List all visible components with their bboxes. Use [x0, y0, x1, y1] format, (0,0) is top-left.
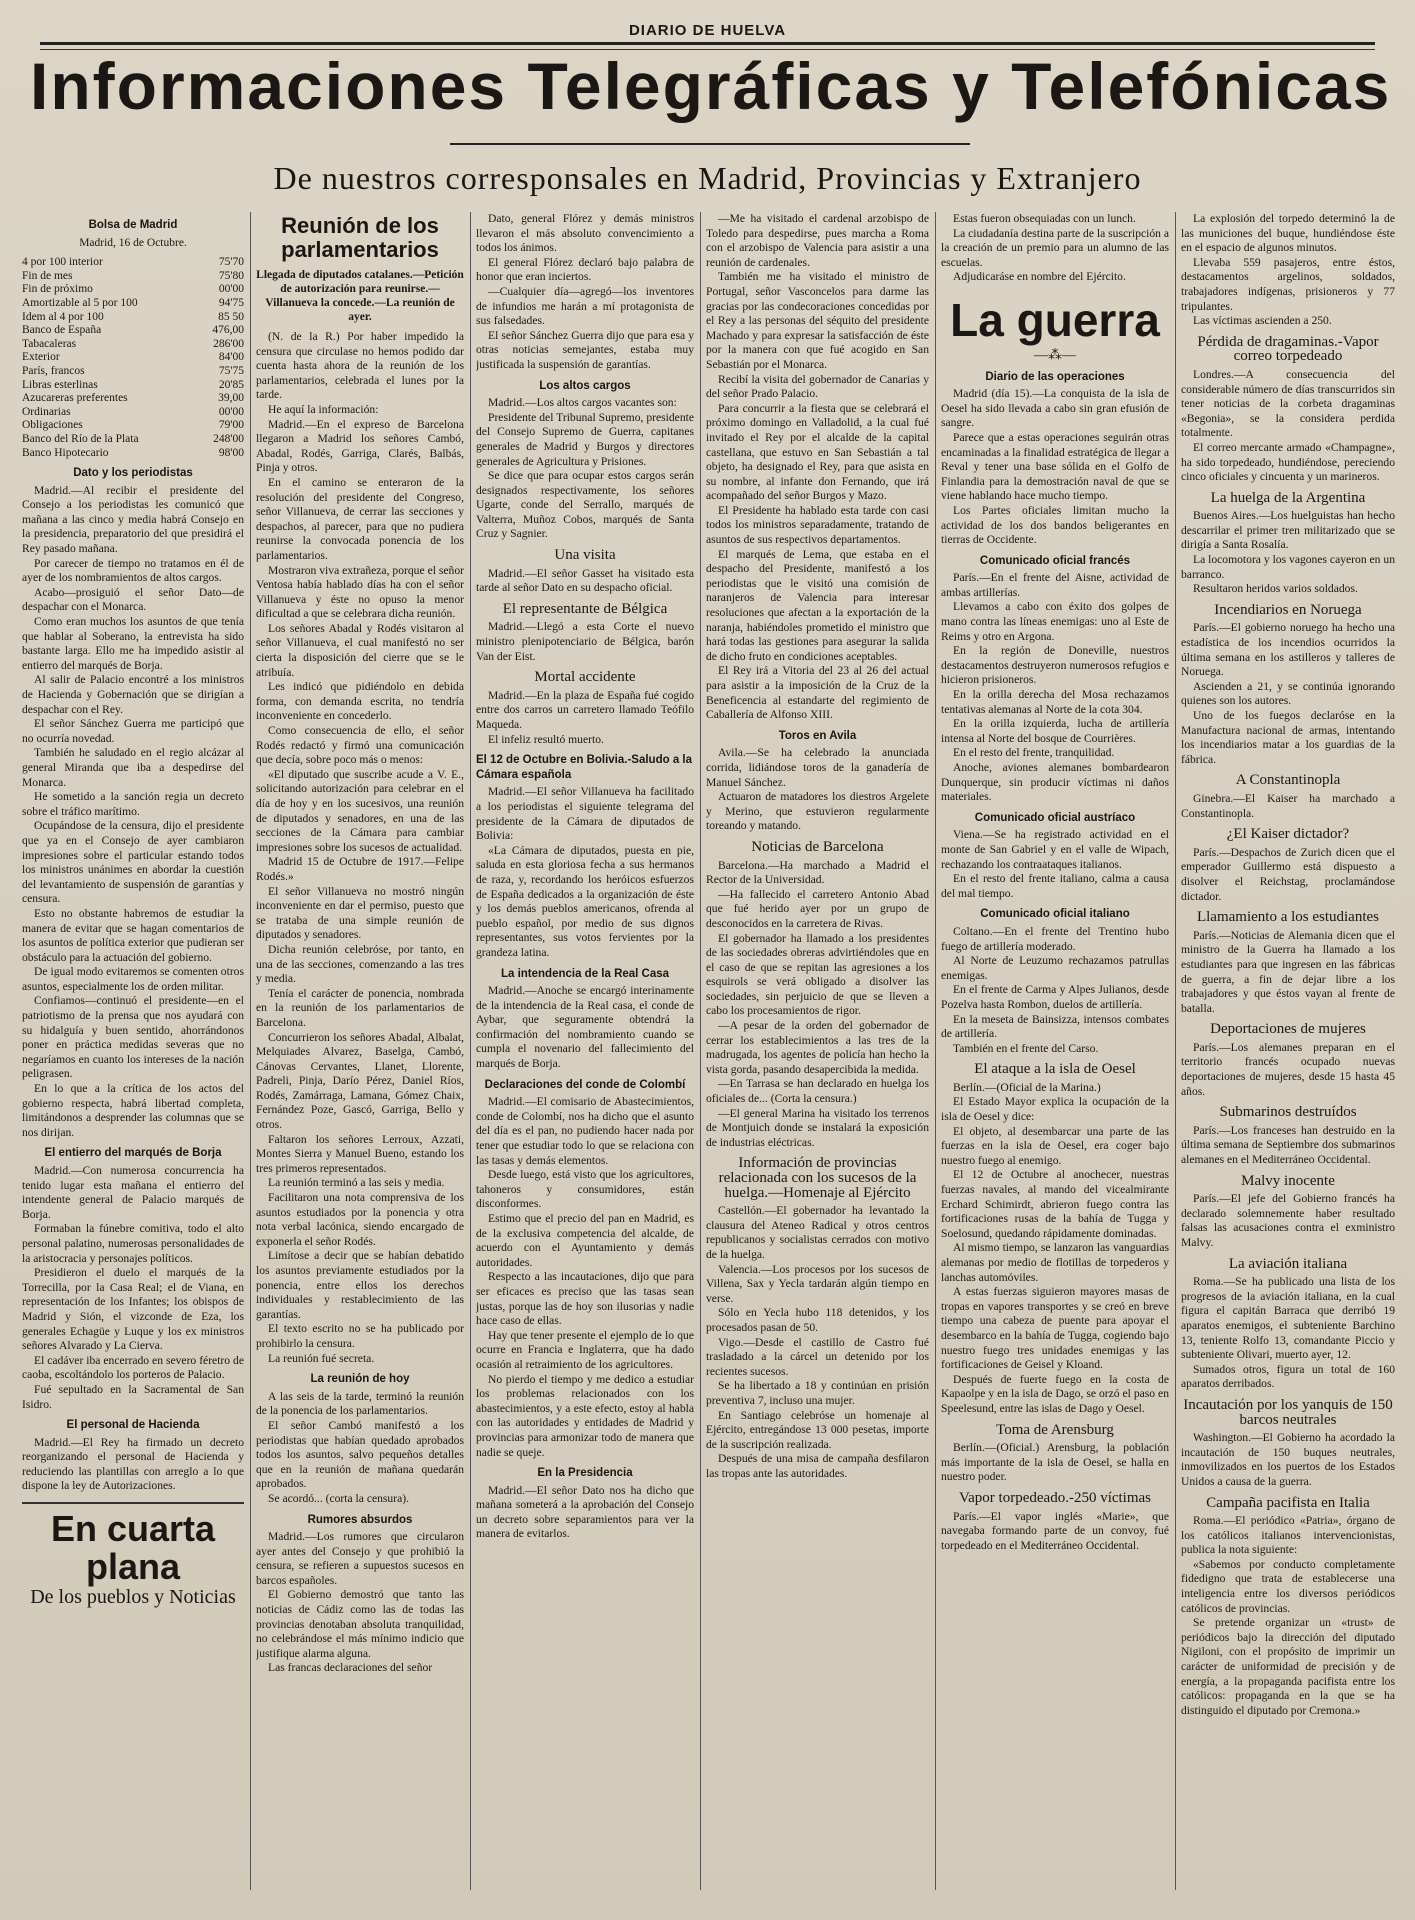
subheadline: De nuestros corresponsales en Madrid, Provincias y Extranjero	[273, 160, 1142, 196]
article-paragraph: —Ha fallecido el carretero Antonio Abad que fué herido ayer por un grupo de desconocidos en la carretera de Rivas.	[706, 887, 929, 930]
section-heading: La aviación italiana	[1228, 1255, 1348, 1272]
article-subheadline: Llegada de diputados catalanes.—Petición de autorización para reunirse.—Villanueva la concede.—La reunión de ayer.	[256, 269, 464, 323]
article-paragraph: París.—Noticias de Alemania dicen que el ministro de la Guerra ha llamado a los estudiantes para que ingresen en las fábricas de guerra, a fin de dejar libre a los trabajadores y que éstos vayan al frente de batalla.	[1181, 928, 1395, 1015]
stock-value: 39,00	[218, 392, 244, 405]
stock-row	[22, 256, 244, 270]
article-paragraph: París.—Despachos de Zurich dicen que el emperador Guillermo está dispuesto a disolver el Reichstag, proclamándose dictador.	[1181, 845, 1395, 903]
column-divider	[470, 212, 471, 1890]
article-paragraph: Llevaba 559 pasajeros, entre éstos, destacamentos argelinos, soldados, trabajadores indígenas, prisioneros y 77 tripulantes.	[1181, 255, 1395, 313]
article-paragraph: Al salir de Palacio encontré a los ministros de Hacienda y Gobernación que se dirigían a despachar con el Rey.	[22, 673, 244, 716]
article-paragraph: En el camino se enteraron de la resolución del presidente del Congreso, señor Villanueva, de cerrar las secciones y despachos, al parecer, para que no pudiera reunirse la convocada ponencia de los parlamentarios.	[256, 475, 464, 562]
stock-value: 75'70	[218, 256, 244, 269]
article-paragraph: En el resto del frente italiano, calma a causa del mal tiempo.	[941, 872, 1169, 900]
section-heading: Los altos cargos	[539, 379, 631, 392]
article-paragraph: Dato, general Flórez y demás ministros llevaron el más absoluto convencimiento a todos los ánimos.	[476, 212, 694, 255]
article-paragraph: En la meseta de Bainsizza, intensos combates de artillería.	[941, 1012, 1169, 1041]
article-paragraph: Les indicó que pidiéndolo en debida forma, con demanda escrita, no tendría inconveniente en concederlo.	[256, 680, 464, 723]
article-paragraph: Estimo que el precio del pan en Madrid, es de la exclusiva competencia del alcalde, de acuerdo con el Ayuntamiento y demás autoridades.	[476, 1212, 694, 1269]
article-paragraph: Madrid.—En el expreso de Barcelona llegaron a Madrid los señores Cambó, Abadal, Rodés, Garriga, Clarés, Balbás, Pinja y otros.	[256, 417, 464, 475]
article-paragraph: Llevamos a cabo con éxito dos golpes de mano contra las líneas enemigas: uno al Este de Reims y otro en Argona.	[941, 600, 1169, 643]
article-paragraph: El Gobierno demostró que tanto las noticias de Cádiz como las de todas las provincias denotaban absoluta tranquilidad, no celebrándose el más mínimo indicio que justifique alarma alguna.	[256, 1588, 464, 1660]
stock-row	[22, 406, 244, 420]
article-paragraph: Roma.—Se ha publicado una lista de los progresos de la aviación italiana, en la cual figura el capitán Barraca que derribó 19 aparatos enemigos, el subteniente Barchino 13, teniente Rolfo 13, comandante Piccio y subteniente Olivari, muerto ayer, 12.	[1181, 1275, 1395, 1362]
article-paragraph: En la región de Doneville, nuestros destacamentos destruyeron numerosos refugios e hicieron prisioneros.	[941, 644, 1169, 687]
stock-value: 00'00	[218, 405, 244, 418]
article-paragraph: Uno de los fuegos declaróse en la Manufactura nacional de armas, intentando los incendiarios matar a los guardias de la fábrica.	[1181, 709, 1395, 766]
article-paragraph: Adjudicaráse en nombre del Ejército.	[953, 270, 1126, 284]
section-heading: La huelga de la Argentina	[1210, 489, 1366, 506]
section-heading: A Constantinopla	[1235, 772, 1341, 789]
stock-row	[22, 283, 244, 297]
pueblos-heading: De los pueblos y Noticias	[30, 1586, 236, 1609]
stock-row	[22, 379, 244, 393]
stock-name: 4 por 100 interior	[22, 256, 103, 269]
stock-row	[22, 392, 244, 406]
la-guerra-headline: La guerra	[950, 293, 1160, 346]
article-paragraph: Berlín.—(Oficial de la Marina.)	[953, 1080, 1101, 1094]
article-paragraph: De igual modo evitaremos se comenten otros asuntos, especialmente los de orden militar.	[22, 965, 244, 993]
section-heading: El entierro del marqués de Borja	[44, 1147, 222, 1160]
article-paragraph: Presidieron el duelo el marqués de la Torrecilla, por la Casa Real; el de Viana, en representación de los Infantes; los obispos de Madrid y Sión, el vizconde de Eza, los generales Echagüe y Luque y los ex ministros señores Alvarado y La Cierva.	[22, 1266, 244, 1353]
article-paragraph: Desde luego, está visto que los agricultores, tahoneros y consumidores, están disconformes.	[476, 1168, 694, 1211]
article-paragraph: En Santiago celebróse un homenaje al Ejército, entregándose 13 000 pesetas, importe de la suscripción realizada.	[706, 1408, 929, 1451]
section-heading: El 12 de Octubre en Bolivia.-Saludo a la Cámara española	[476, 754, 693, 781]
article-paragraph: Se acordó... (corta la censura).	[268, 1491, 409, 1505]
article-paragraph: Madrid.—El comisario de Abastecimientos, conde de Colombí, nos ha dicho que el asunto del día es el pan, no pudiendo hacer nada por tener que estudiar todo lo que se relaciona con las tasas y demás elementos.	[476, 1095, 694, 1167]
stock-name: Idem al 4 por 100	[22, 310, 104, 323]
section-heading: Noticias de Barcelona	[751, 838, 884, 855]
stock-row	[22, 433, 244, 447]
stock-name: Amortizable al 5 por 100	[22, 296, 138, 309]
article-paragraph: «La Cámara de diputados, puesta en pie, saluda en esta gloriosa fecha a sus hermanos de raza, y, recordando los heróicos esfuerzos de España dedicados a la organización de éste y los demás pueblos americanos, ofrenda al pueblo español, por medio de sus dignos representantes, sus votos fervientes por la grandeza latina.	[476, 843, 694, 959]
article-paragraph: El señor Cambó manifestó a los periodistas que habían quedado aprobados todos los asuntos, salvo pequeños detalles que en la reunión de mañana quedarán aprobados.	[256, 1418, 464, 1491]
column-divider	[700, 212, 701, 1890]
article-paragraph: Madrid.—Con numerosa concurrencia ha tenido lugar esta mañana el entierro del intendente general de Palacio marqués de Borja.	[22, 1164, 244, 1221]
article-paragraph: También me ha visitado el ministro de Portugal, señor Vasconcelos para darme las gracias por las condecoraciones concedidas por el Rey a las personas del séquito del presidente Machado y para expresar la satisfacción de éste por la manera con que fué acogido en San Sebastián por el Monarca.	[706, 270, 929, 371]
column-2	[256, 212, 464, 1900]
article-paragraph: Valencia.—Los procesos por los sucesos de Villena, Sax y Yecla tardarán algún tiempo en verse.	[706, 1262, 929, 1305]
article-paragraph: A estas fuerzas siguieron mayores masas de tropas en vapores transportes y se creó en breve tiempo una cabeza de puente para apoyar el desembarco en la bahía de Tugga, cogiendo bajo nuestro fuego tres unidades enemigas y las fortificaciones de Geisel y Kloand.	[941, 1285, 1169, 1372]
article-paragraph: La reunión terminó a las seis y media.	[268, 1176, 445, 1190]
column-6	[1181, 212, 1395, 1900]
stock-value: 20'85	[218, 378, 244, 391]
section-heading: En la Presidencia	[537, 1467, 633, 1480]
article-paragraph: El marqués de Lema, que estaba en el despacho del Presidente, manifestó a los periodistas que le visitó una comisión de naranjeros de Valencia para interesar resoluciones que afectan a la exportación de la naranja, habiéndoles prometido el ministro que hará todas las gestiones para asegurar la salida de dicho fruto en condiciones aceptables.	[706, 547, 929, 663]
section-heading: Vapor torpedeado.-250 víctimas	[958, 1489, 1152, 1506]
stock-name: Fin de mes	[22, 269, 73, 282]
article-paragraph: Fué sepultado en la Sacramental de San Isidro.	[22, 1382, 244, 1411]
article-paragraph: Coltano.—En el frente del Trentino hubo fuego de artillería moderado.	[941, 924, 1169, 953]
article-paragraph: El señor Sánchez Guerra dijo que para esa y otras noticias semejantes, estaba muy justificada la suspensión de garantías.	[476, 328, 694, 371]
dateline: Madrid, 16 de Octubre.	[79, 236, 187, 249]
article-paragraph: Actuaron de matadores los diestros Argelete y Merino, que estuvieron regularmente toreando y matando.	[706, 790, 929, 833]
article-paragraph: El Rey irá a Vitoria del 23 al 26 del actual para asistir a la imposición de la Cruz de la Beneficencia al estandarte del regimiento de Caballería de Alfonso XIII.	[706, 664, 929, 722]
article-paragraph: Como eran muchos los asuntos de que tenía que hablar al Soberano, la entrevista ha sido bastante larga. Ello me ha impedido asistir al entierro del marqués de Borja.	[22, 615, 244, 672]
stock-value: 85 50	[218, 310, 244, 323]
article-paragraph: Madrid.—El señor Villanueva ha facilitado a los periodistas el siguiente telegrama del presidente de la Cámara de diputados de Bolivia:	[476, 785, 694, 843]
article-paragraph: En la orilla derecha del Mosa rechazamos tentativas alemanas al Norte de la cota 304.	[941, 688, 1169, 716]
stock-row	[22, 297, 244, 311]
article-paragraph: París.—El gobierno noruego ha hecho una estadística de los incendios ocurridos la última semana en los astilleros y talleres de Noruega.	[1181, 621, 1395, 679]
article-paragraph: En el resto del frente, tranquilidad.	[953, 746, 1115, 760]
section-heading: El ataque a la isla de Oesel	[974, 1061, 1136, 1078]
article-paragraph: La locomotora y los vagones cayeron en un barranco.	[1181, 553, 1395, 581]
article-headline: Reunión de los parlamentarios	[281, 213, 439, 262]
stock-value: 84'00	[218, 351, 244, 364]
article-paragraph: —En Tarrasa se han declarado en huelga los oficiales de... (Corta la censura.)	[706, 1077, 929, 1106]
stock-value: 248'00	[213, 432, 244, 445]
article-paragraph: «El diputado que suscribe acude a V. E., solicitando autorización para celebrar en el día de hoy y en los sucesivos, una reunión de diputados y senadores, en una de las secciones de la Cámara para cambiar impresiones sobre los sucesos de actualidad.	[256, 767, 464, 854]
article-paragraph: Limítose a decir que se habían debatido los asuntos previamente estudiados por la ponencia, entre ellos los derechos individuales y restablecimiento de las garantías.	[256, 1249, 464, 1321]
article-paragraph: En lo que a la crítica de los actos del gobierno respecta, habrá libertad completa, limitándonos a desprender las columnas que se nos dirijan.	[22, 1082, 244, 1139]
stock-name: Libras esterlinas	[22, 378, 98, 391]
stock-name: Obligaciones	[22, 419, 83, 432]
stock-value: 75'75	[218, 364, 244, 377]
section-heading: La reunión de hoy	[310, 1373, 410, 1386]
article-paragraph: He aquí la información:	[268, 402, 379, 416]
article-paragraph: La explosión del torpedo determinó la de las municiones del buque, hundiéndose éste en el espacio de algunos minutos.	[1181, 212, 1395, 255]
article-paragraph: El Presidente ha hablado esta tarde con casi todos los ministros separadamente, tratando de asuntos de sus respectivos departamentos.	[706, 503, 929, 547]
article-paragraph: (N. de la R.) Por haber impedido la censura que circulase no hemos podido dar cuenta hasta ahora de la reunión de los parlamentarios, celebrada el lunes por la tarde.	[256, 330, 464, 402]
stock-value: 00'00	[218, 283, 244, 296]
stock-row	[22, 365, 244, 379]
stock-value: 98'00	[218, 446, 244, 459]
article-paragraph: El texto escrito no se ha publicado por prohibirlo la censura.	[256, 1322, 464, 1350]
article-paragraph: —Me ha visitado el cardenal arzobispo de Toledo para despedirse, pues marcha a Roma con el arzobispo de Valencia para asistir a una reunión de cardenales.	[706, 212, 929, 269]
article-paragraph: Las víctimas ascienden a 250.	[1193, 314, 1332, 328]
section-heading: Mortal accidente	[534, 669, 636, 686]
article-paragraph: Estas fueron obsequiadas con un lunch.	[953, 212, 1136, 225]
article-paragraph: —Cualquier día—agregó—los inventores de infundios me harán a mí protagonista de sus falsedades.	[476, 284, 694, 328]
article-paragraph: Se pretende organizar un «trust» de periódicos bajo la dirección del diputado Nigiloni, con el propósito de imprimir un carácter de uniformidad de precisión y de energía, a la propaganda pacifista entre los católicos: propaganda en la que se ha distinguido el diputado por Cremona.»	[1181, 1616, 1395, 1717]
stock-value: 79'00	[218, 419, 244, 432]
article-paragraph: El objeto, al desembarcar una parte de las fuerzas en la isla de Oesel, era coger bajo nuestro fuego al enemigo.	[941, 1124, 1169, 1167]
article-paragraph: Faltaron los señores Lerroux, Azzati, Montes Sierra y Manuel Bueno, estando los tres primeros representados.	[256, 1132, 464, 1175]
stock-name: Fin de próximo	[22, 283, 93, 296]
section-heading: Dato y los periodistas	[73, 467, 193, 480]
article-paragraph: Washington.—El Gobierno ha acordado la incautación de 150 buques neutrales, inmovilizados en los puertos de los Estados Unidos a causa de la guerra.	[1181, 1431, 1395, 1488]
article-paragraph: No pierdo el tiempo y me dedico a estudiar los problemas relacionados con los abastecimientos, y a este efecto, estoy al habla con las autoridades y entidades de Madrid y provincias para armonizar todo de manera que nadie se queje.	[476, 1372, 694, 1459]
article-paragraph: También en el frente del Carso.	[953, 1041, 1099, 1055]
article-paragraph: Como consecuencia de ello, el señor Rodés redactó y firmó una comunicación que decía, sobre poco más o menos:	[256, 724, 464, 767]
stock-name: Exterior	[22, 351, 60, 364]
article-paragraph: Después de una misa de campaña desfilaron las tropas ante las autoridades.	[706, 1452, 929, 1480]
section-heading: Una visita	[554, 547, 616, 564]
masthead-title: Informaciones Telegráficas y Telefónicas	[30, 49, 1392, 123]
section-heading: El personal de Hacienda	[66, 1419, 200, 1432]
stock-value: 286'00	[213, 337, 244, 350]
stock-name: Tabacaleras	[22, 337, 77, 350]
article-paragraph: Confiamos—continuó el presidente—en el patriotismo de la prensa que nos ayudará con su hidalguía y buen sentido, ahorrándonos poner en práctica medidas severas que no negaríamos en cuanto los intereses de la nación peligrasen.	[22, 994, 244, 1081]
article-paragraph: Madrid 15 de Octubre de 1917.—Felipe Rodés.»	[256, 855, 464, 883]
article-paragraph: París.—Los franceses han destruido en la última semana de Septiembre dos submarinos alemanes en el Mediterráneo Occidental.	[1181, 1123, 1395, 1167]
article-paragraph: Se ha libertado a 18 y continúan en prisión preventiva 7, incluso una mujer.	[706, 1379, 929, 1407]
article-paragraph: Los señores Abadal y Rodés visitaron al señor Villanueva, el cual manifestó no ser cierta la disposición del cierre que se le atribuía.	[256, 621, 464, 679]
stock-value: 94'75	[218, 296, 244, 309]
article-paragraph: París.—En el frente del Aisne, actividad de ambas artillerías.	[941, 571, 1169, 599]
article-paragraph: En el frente de Carma y Alpes Julianos, desde Pozelva hasta Rombon, duelos de artillería.	[941, 983, 1169, 1011]
article-paragraph: Viena.—Se ha registrado actividad en el monte de San Gabriel y en el valle de Wipach, rechazando los contraataques italianos.	[941, 828, 1169, 871]
article-paragraph: Castellón.—El gobernador ha levantado la clausura del Ateneo Radical y otros centros republicanos y socialistas cerrados con motivo de la huelga.	[706, 1204, 929, 1261]
article-paragraph: Concurrieron los señores Abadal, Albalat, Melquiades Alvarez, Baselga, Cambó, Cánovas Cervantes, Llanet, Llorente, Padreli, Pinja, Darío Pérez, Daniel Ríos, Rodés, Zamárraga, Lamana, Gómez Chaix, Fernández Poze, Gascó, Garriga, Bello y otros.	[256, 1030, 464, 1132]
article-paragraph: El infeliz resultó muerto.	[488, 732, 604, 746]
article-paragraph: París.—El vapor inglés «Marie», que navegaba formando parte de un convoy, fué torpedeado en el Mediterráneo Occidental.	[941, 1509, 1169, 1552]
header-rule	[40, 42, 1375, 45]
stock-table	[22, 256, 244, 460]
article-paragraph: Madrid.—El señor Gasset ha visitado esta tarde al señor Dato en su despacho oficial.	[476, 566, 694, 595]
article-paragraph: Hay que tener presente el ejemplo de lo que ocurre en Francia e Inglaterra, que ha dado ocasión al retraimiento de los agricultores.	[476, 1328, 694, 1371]
article-paragraph: En la orilla izquierda, lucha de artillería intensa al Norte del bosque de Courrières.	[941, 717, 1169, 745]
article-paragraph: El cadáver iba encerrado en severo féretro de caoba, escoltándolo los porteros de Palacio.	[22, 1353, 244, 1382]
article-paragraph: París.—El jefe del Gobierno francés ha declarado solemnemente haber resultado falsas las acusaciones contra el exministro Malvy.	[1181, 1192, 1395, 1249]
article-paragraph: Madrid.—Los rumores que circularon ayer antes del Consejo y que prohibió la censura, se refieren a supuestos sucesos en barcos españoles.	[256, 1530, 464, 1587]
article-paragraph: El 12 de Octubre al anochecer, nuestras fuerzas navales, al mando del vicealmirante Erchard Schimirdt, abrieron fuego contra las fortificaciones rusas de la bahía de Tugga y Soelosund, quedando rápidamente dominadas.	[941, 1168, 1169, 1240]
article-paragraph: Berlín.—(Oficial.) Arensburg, la población más importante de la isla de Oesel, se halla en nuestro poder.	[941, 1441, 1169, 1484]
article-paragraph: Madrid.—Los altos cargos vacantes son:	[488, 396, 677, 410]
stock-row	[22, 270, 244, 284]
article-paragraph: Madrid.—Anoche se encargó interinamente de la intendencia de la Real casa, el conde de Aybar, que seguramente obtendrá la confirmación del nombramiento cuando se cumpla el novenario del fallecimiento del marqués de Borja.	[476, 984, 694, 1071]
article-paragraph: —A pesar de la orden del gobernador de cerrar los establecimientos a las tres de la madrugada, los agentes de policía han hecho la vista gorda, pasando desapercibida la medida.	[706, 1019, 929, 1076]
section-heading: Submarinos destruídos	[1219, 1104, 1357, 1121]
article-paragraph: Ocupándose de la censura, dijo el presidente que ya en el Consejo de ayer cambiaron impresiones sobre el particular estando todos los ministros unánimes en abordar la cuestión del levantamiento de suspensión de garantías y censura.	[22, 819, 244, 906]
column-divider	[250, 212, 251, 1890]
article-paragraph: Avila.—Se ha celebrado la anunciada corrida, lidiándose toros de la ganadería de Manuel Sánchez.	[706, 746, 929, 789]
section-heading: Pérdida de dragaminas.-Vapor correo torpedeado	[1197, 333, 1379, 365]
article-paragraph: Para concurrir a la fiesta que se celebrará el próximo domingo en Valladolid, a la cual fué invitado el Rey por el alcalde de la capital castellana, que estuvo en San Sebastián a tal objeto, ha designado el Rey, para que asista en su nombre, al infante don Fernando, que irá acompañado del señor Burgos y Mazo.	[706, 401, 929, 503]
divider	[22, 1502, 244, 1504]
column-5	[941, 212, 1169, 1900]
section-heading: El representante de Bélgica	[502, 600, 668, 617]
stock-name: Ordinarias	[22, 405, 71, 418]
article-paragraph: Madrid.—En la plaza de España fué cogido entre dos carros un carretero llamado Teófilo Maqueda.	[476, 688, 694, 731]
article-paragraph: Al Norte de Leuzumo rechazamos patrullas enemigas.	[941, 954, 1169, 982]
article-paragraph: También he saludado en el regio alcázar al general Miranda que iba a despedirse del Monarca.	[22, 746, 244, 789]
section-heading: Comunicado oficial austríaco	[974, 811, 1136, 824]
article-paragraph: Madrid.—El señor Dato nos ha dicho que mañana someterá a la aprobación del Consejo un decreto sobre separamientos para ver la manera de evitarlos.	[476, 1483, 694, 1541]
article-paragraph: El gobernador ha llamado a los presidentes de las sociedades obreras advirtiéndoles que en el caso de que se repitan las agresiones a los esquirols se verá obligado a disolver las sociedades, sin perjuicio de que se lleven a cabo los procesamientos de rigor.	[706, 931, 929, 1018]
stock-name: París, francos	[22, 364, 85, 377]
section-heading: Bolsa de Madrid	[88, 219, 178, 231]
cuarta-plana-heading: En cuarta plana	[50, 1508, 216, 1588]
article-paragraph: Recibí la visita del gobernador de Canarias y del señor Prado Palacio.	[706, 372, 929, 401]
section-heading: Declaraciones del conde de Colombí	[484, 1078, 686, 1091]
stock-value: 75'80	[218, 269, 244, 282]
article-paragraph: El general Flórez declaró bajo palabra de honor que eran inciertos.	[476, 255, 694, 284]
article-paragraph: Ginebra.—El Kaiser ha marchado a Constantinopla.	[1181, 791, 1395, 820]
column-4	[706, 212, 929, 1900]
column-divider	[935, 212, 936, 1890]
article-paragraph: La reunión fué secreta.	[268, 1351, 375, 1365]
masthead-rule	[450, 143, 970, 145]
article-paragraph: Londres.—A consecuencia del considerable número de días transcurridos sin tener noticias de la corbeta dragaminas «Begonia», se la considera perdida totalmente.	[1181, 367, 1395, 440]
article-paragraph: Formaban la fúnebre comitiva, todo el alto personal palatino, numerosas personalidades de la aristocracia y personajes políticos.	[22, 1222, 244, 1265]
stock-row	[22, 324, 244, 338]
section-heading: Incautación por los yanquis de 150 barcos neutrales	[1183, 1396, 1393, 1428]
stock-row	[22, 338, 244, 352]
article-paragraph: Barcelona.—Ha marchado a Madrid el Rector de la Universidad.	[706, 858, 929, 887]
article-paragraph: El correo mercante armado «Champagne», ha sido torpedeado, hundiéndose, pereciendo cinco oficiales y cincuenta y un marineros.	[1181, 440, 1395, 484]
ornament-icon: ―⁂―	[1034, 347, 1076, 363]
section-heading: Información de provincias relacionada con los sucesos de la huelga.—Homenaje al Ejército	[718, 1155, 917, 1201]
column-1	[22, 212, 244, 1900]
article-paragraph: Dicha reunión celebróse, por tanto, en una de las secciones, comenzando a las tres y media.	[256, 942, 464, 986]
section-heading: Malvy inocente	[1241, 1172, 1335, 1189]
article-paragraph: Facilitaron una nota comprensiva de los asuntos estudiados por la ponencia y otra nota verbal lacónica, siendo encargado de exponerla el señor Rodés.	[256, 1191, 464, 1248]
article-paragraph: Mostraron viva extrañeza, porque el señor Ventosa había hablado días ha con el señor Villanueva y éste no opuso la menor dificultad a que se celebrara dicha reunión.	[256, 563, 464, 621]
article-paragraph: Esto no obstante habremos de estudiar la manera de evitar que se hagan comentarios de los asuntos de política exterior que pudieran ser obstáculo para la actuación del gobierno.	[22, 906, 244, 964]
article-paragraph: Se dice que para ocupar estos cargos serán designados respectivamente, los señores Ugarte, conde del Serrallo, marqués de Valterra, Muñoz Cobos, marqués de Santa Cruz y Sagnier.	[476, 469, 694, 541]
article-paragraph: El Estado Mayor explica la ocupación de la isla de Oesel y dice:	[941, 1095, 1169, 1124]
article-paragraph: Sumados otros, figura un total de 160 aparatos derribados.	[1181, 1362, 1395, 1391]
column-3	[476, 212, 694, 1900]
article-paragraph: Roma.—El periódico «Patria», órgano de los católicos italianos intervencionistas, publica la nota siguiente:	[1181, 1514, 1395, 1557]
article-paragraph: Madrid.—El Rey ha firmado un decreto reorganizando el personal de Hacienda y reduciendo las plantillas con arreglo a lo que dispone la ley de Autorizaciones.	[22, 1435, 244, 1493]
stock-name: Banco Hipotecario	[22, 446, 109, 459]
stock-row	[22, 311, 244, 325]
stock-row	[22, 419, 244, 433]
section-heading: Toros en Avila	[778, 729, 857, 742]
article-paragraph: Por carecer de tiempo no tratamos en él de ayer de los nombramientos de altos cargos.	[22, 556, 244, 585]
article-paragraph: Madrid.—Llegó a esta Corte el nuevo ministro plenipotenciario de Bélgica, barón Van der Eist.	[476, 620, 694, 663]
section-heading: Comunicado oficial italiano	[980, 908, 1130, 921]
section-heading: Incendiarios en Noruega	[1214, 601, 1362, 618]
article-paragraph: Respecto a las incautaciones, dijo que para ser eficaces es preciso que las tasas sean justas, porque las de hoy son ilusorias y nadie hace caso de ellas.	[476, 1270, 694, 1328]
section-heading: Toma de Arensburg	[996, 1421, 1114, 1438]
article-paragraph: Acabo—prosiguió el señor Dato—de despachar con el Monarca.	[22, 585, 244, 614]
article-paragraph: Tenía el carácter de ponencia, nombrada en la reunión de los parlamentarios de Barcelona.	[256, 986, 464, 1029]
stock-name: Azucareras preferentes	[22, 392, 128, 405]
section-heading: ¿El Kaiser dictador?	[1226, 826, 1350, 843]
article-paragraph: París.—Los alemanes preparan en el territorio francés ocupado nuevas deportaciones de mujeres, desde 15 hasta 45 años.	[1181, 1040, 1395, 1098]
section-heading: Diario de las operaciones	[985, 370, 1125, 383]
article-paragraph: Madrid.—Al recibir el presidente del Consejo a los periodistas les comunicó que mañana a las cinco y media habrá Consejo en la presidencia, preparatorio del que presidirá el Rey pasado mañana.	[22, 483, 244, 556]
article-paragraph: Después de fuerte fuego en la costa de Kapaolpe y en la isla de Dago, se orzó el paso en Speelesund, entre las islas de Dago y Oesel.	[941, 1372, 1169, 1415]
article-paragraph: Presidente del Tribunal Supremo, presidente del Consejo Supremo de Guerra, capitanes generales de Madrid y Burgos y directores generales de Agricultura y Prisiones.	[476, 410, 694, 468]
article-paragraph: Los Partes oficiales limitan mucho la actividad de los dos bandos beligerantes en tierras de Occidente.	[941, 503, 1169, 547]
stock-value: 476,00	[212, 324, 244, 337]
section-heading: Llamamiento a los estudiantes	[1196, 909, 1380, 926]
article-paragraph: Buenos Aires.—Los huelguistas han hecho descarrilar el primer tren militarizado que se dirigía a Santa Rosalía.	[1181, 509, 1395, 552]
article-paragraph: He sometido a la sanción regia un decreto sobre el tráfico marítimo.	[22, 790, 244, 818]
article-paragraph: Ascienden a 21, y se continúa ignorando quienes son los autores.	[1181, 679, 1395, 708]
article-paragraph: Las francas declaraciones del señor	[268, 1661, 433, 1675]
section-heading: La intendencia de la Real Casa	[500, 967, 670, 980]
column-divider	[1175, 212, 1176, 1890]
article-paragraph: —El general Marina ha visitado los terrenos de Montjuich donde se instalará la exposición de industrias eléctricas.	[706, 1106, 929, 1149]
article-paragraph: Madrid (día 15).—La conquista de la isla de Oesel ha sido llevada a cabo sin gran efusión de sangre.	[941, 387, 1169, 430]
article-paragraph: Anoche, aviones alemanes bombardearon Dunquerque, sin producir víctimas ni daños materiales.	[941, 761, 1169, 804]
section-heading: Campaña pacifista en Italia	[1206, 1494, 1370, 1511]
article-paragraph: «Sabemos por conducto completamente fidedigno que trata de establecerse una inteligencia entre los diversos periódicos católicos de provincias.	[1181, 1557, 1395, 1615]
section-heading: Comunicado oficial francés	[979, 554, 1131, 567]
stock-name: Banco de España	[22, 324, 102, 337]
paper-name: DIARIO DE HUELVA	[628, 22, 787, 39]
article-paragraph: Vigo.—Desde el castillo de Castro fué trasladado a la cárcel un detenido por los recientes sucesos.	[706, 1335, 929, 1378]
article-paragraph: El señor Villanueva no mostró ningún inconveniente en dar el permiso, puesto que se trataba de una simple reunión de diputados y senadores.	[256, 884, 464, 942]
article-paragraph: Parece que a estas operaciones seguirán otras encaminadas a la finalidad estratégica de llegar a Reval y tener una base sólida en el Golfo de Finlandia para la demostración naval de que se viene hablando hace mucho tiempo.	[941, 430, 1169, 503]
article-paragraph: Sólo en Yecla hubo 118 detenidos, y los procesados pasan de 50.	[706, 1306, 929, 1334]
stock-name: Banco del Río de la Plata	[22, 432, 139, 445]
section-heading: Deportaciones de mujeres	[1210, 1021, 1366, 1038]
article-paragraph: Resultaron heridos varios soldados.	[1193, 582, 1358, 596]
stock-row	[22, 447, 244, 461]
article-paragraph: La ciudadanía destina parte de la suscripción a la creación de un premio para un alumno de las escuelas.	[941, 226, 1169, 269]
article-paragraph: A las seis de la tarde, terminó la reunión de la ponencia de los parlamentarios.	[256, 1389, 464, 1418]
article-paragraph: Al mismo tiempo, se lanzaron las vanguardias alemanas por medio de flotillas de torpederos y lanchas automóviles.	[941, 1241, 1169, 1284]
article-paragraph: El señor Sánchez Guerra me participó que no ocurría novedad.	[22, 717, 244, 745]
stock-row	[22, 351, 244, 365]
section-heading: Rumores absurdos	[307, 1513, 413, 1526]
